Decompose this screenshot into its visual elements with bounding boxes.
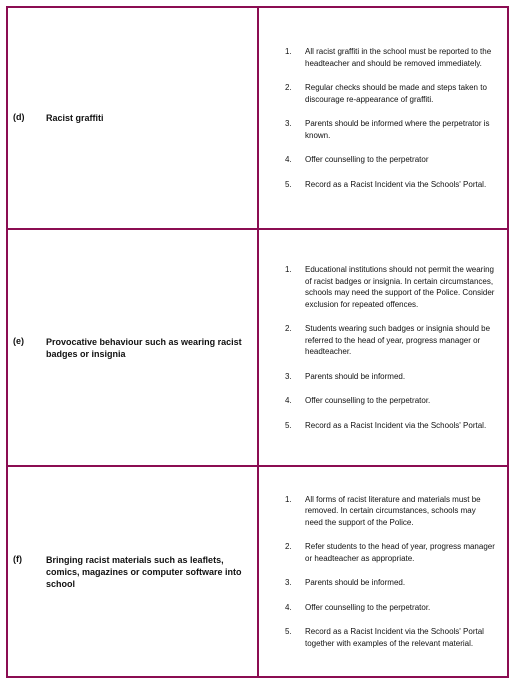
- item-number: 3.: [285, 371, 292, 381]
- item-number: 1.: [285, 47, 292, 56]
- item-text: Students wearing such badges or insignia should be referred to the head of year, progress manager or headteacher.: [305, 324, 491, 356]
- list-item: [285, 371, 495, 383]
- table-row-f: [7, 466, 508, 677]
- item-number: 3.: [285, 119, 292, 128]
- list-item: [285, 179, 495, 191]
- incident-type-cell: [7, 229, 258, 466]
- list-item: [285, 541, 495, 564]
- row-letter: (e): [13, 335, 24, 346]
- list-item: [285, 494, 495, 529]
- list-item: [285, 46, 495, 69]
- item-number: 2.: [285, 324, 292, 333]
- item-text: All racist graffiti in the school must be reported to the headteacher and should be removed immediately.: [305, 47, 492, 68]
- table-row-d: [7, 7, 508, 229]
- item-number: 4.: [285, 602, 292, 612]
- item-text: Parents should be informed.: [305, 371, 406, 381]
- incident-type-cell: [7, 7, 258, 229]
- response-actions-cell: [258, 7, 508, 229]
- item-text: All forms of racist literature and materials must be removed. In certain circumstances, schools may need the support of the Police.: [305, 494, 481, 527]
- list-item: [285, 577, 495, 589]
- item-text: Refer students to the head of year, progress manager or headteacher as appropriate.: [305, 542, 495, 563]
- item-text: Offer counselling to the perpetrator: [305, 155, 429, 164]
- item-number: 3.: [285, 578, 292, 588]
- item-text: Regular checks should be made and steps taken to discourage re-appearance of graffiti.: [305, 83, 487, 104]
- row-letter: (d): [13, 112, 25, 122]
- incident-title: Racist graffiti: [46, 113, 104, 123]
- item-text: Parents should be informed where the perpetrator is known.: [305, 119, 490, 140]
- actions-list: [259, 494, 507, 650]
- item-number: 2.: [285, 542, 292, 552]
- list-item: [285, 602, 495, 614]
- actions-list: [259, 264, 507, 431]
- response-actions-cell: [258, 466, 508, 677]
- incident-title: Bringing racist materials such as leaflets, comics, magazines or computer software into school: [46, 554, 242, 589]
- item-number: 2.: [285, 83, 292, 92]
- list-item: [285, 82, 495, 105]
- list-item: [285, 154, 495, 166]
- list-item: [285, 626, 495, 649]
- list-item: [285, 323, 495, 358]
- actions-list: [259, 46, 507, 190]
- row-letter: (f): [13, 553, 22, 564]
- item-text: Record as a Racist Incident via the Schools' Portal.: [305, 179, 487, 189]
- item-number: 5.: [285, 420, 292, 430]
- list-item: [285, 264, 495, 310]
- response-actions-cell: [258, 229, 508, 466]
- item-number: 1.: [285, 265, 292, 274]
- item-text: Parents should be informed.: [305, 578, 406, 588]
- item-number: 4.: [285, 155, 292, 164]
- list-item: [285, 118, 495, 141]
- item-number: 5.: [285, 627, 292, 637]
- item-text: Educational institutions should not permit the wearing of racist badges or insignia. In certain circumstances, schools may need the support of the Police. Consider exclusion for repeated offences.: [305, 265, 495, 309]
- item-text: Record as a Racist Incident via the Schools' Portal together with examples of the relevant material.: [305, 627, 484, 648]
- list-item: [285, 420, 495, 432]
- incident-title: Provocative behaviour such as wearing racist badges or insignia: [46, 336, 242, 359]
- item-number: 1.: [285, 494, 292, 504]
- incident-type-cell: [7, 466, 258, 677]
- item-text: Record as a Racist Incident via the Schools' Portal.: [305, 420, 487, 430]
- table-row-e: [7, 229, 508, 466]
- item-text: Offer counselling to the perpetrator.: [305, 602, 431, 612]
- list-item: [285, 395, 495, 407]
- item-number: 4.: [285, 396, 292, 405]
- item-text: Offer counselling to the perpetrator.: [305, 396, 431, 405]
- item-number: 5.: [285, 179, 292, 189]
- incident-response-table: [6, 6, 509, 678]
